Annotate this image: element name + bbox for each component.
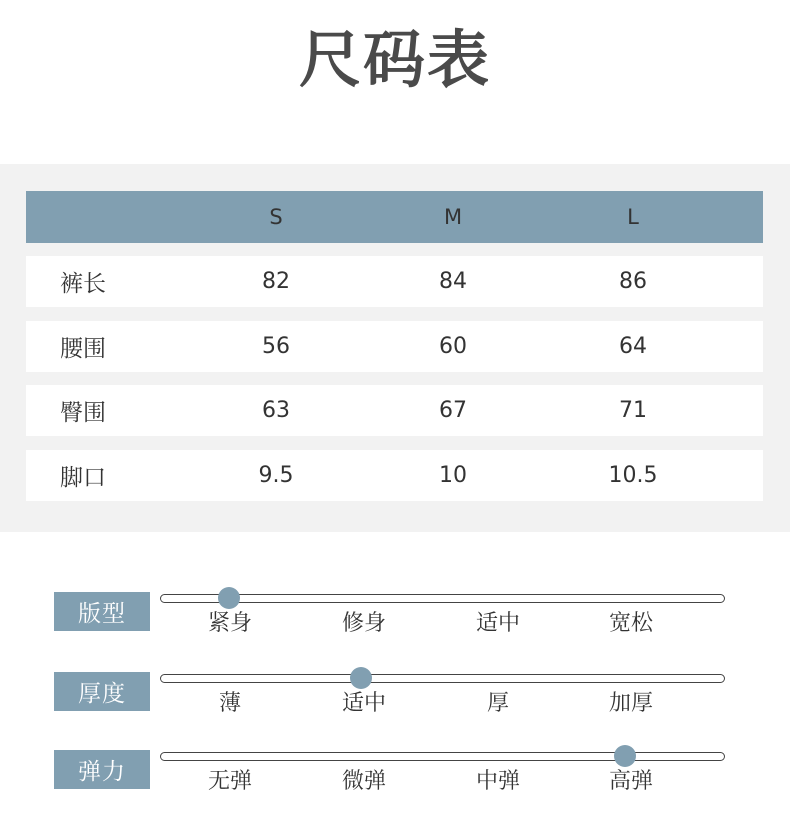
cell-m: 10 xyxy=(439,463,467,488)
row-label: 脚口 xyxy=(60,465,106,491)
table-row xyxy=(26,385,763,436)
page-title: 尺码表 xyxy=(298,23,491,96)
scale-option: 适中 xyxy=(475,611,520,636)
table-row xyxy=(26,256,763,307)
cell-m: 67 xyxy=(439,398,467,423)
scale-option: 适中 xyxy=(341,691,386,716)
scale-option: 中弹 xyxy=(475,769,520,794)
attribute-scale-track xyxy=(160,752,725,761)
cell-l: 86 xyxy=(619,269,647,294)
table-row xyxy=(26,321,763,372)
row-label: 腰围 xyxy=(60,336,106,362)
attribute-elasticity xyxy=(0,750,790,810)
scale-option: 紧身 xyxy=(207,611,252,636)
table-row xyxy=(26,450,763,501)
scale-option: 微弹 xyxy=(341,769,386,794)
scale-option: 宽松 xyxy=(608,611,653,636)
attribute-label: 弹力 xyxy=(54,750,150,789)
row-label: 裤长 xyxy=(60,271,106,297)
attribute-scale-track xyxy=(160,674,725,683)
row-label: 臀围 xyxy=(60,400,106,426)
header-cell-label xyxy=(60,191,180,243)
scale-option: 修身 xyxy=(341,611,386,636)
attribute-scale-track xyxy=(160,594,725,603)
scale-option: 薄 xyxy=(218,691,241,716)
attribute-thickness xyxy=(0,672,790,732)
attribute-label: 版型 xyxy=(54,592,150,631)
cell-s: 82 xyxy=(262,269,290,294)
header-cell-s: S xyxy=(269,205,283,229)
cell-m: 84 xyxy=(439,269,467,294)
header-cell-m: M xyxy=(443,205,463,229)
cell-s: 56 xyxy=(262,334,290,359)
cell-l: 64 xyxy=(619,334,647,359)
cell-s: 9.5 xyxy=(258,463,294,488)
header-cell-l: L xyxy=(627,205,639,229)
scale-option: 厚 xyxy=(486,691,509,716)
cell-s: 63 xyxy=(262,398,290,423)
scale-option: 高弹 xyxy=(608,769,653,794)
cell-m: 60 xyxy=(439,334,467,359)
table-header-row xyxy=(26,191,763,243)
cell-l: 10.5 xyxy=(608,463,658,488)
cell-l: 71 xyxy=(619,398,647,423)
size-table xyxy=(0,164,790,532)
attribute-label: 厚度 xyxy=(54,672,150,711)
scale-option: 加厚 xyxy=(608,691,653,716)
scale-option: 无弹 xyxy=(207,769,252,794)
attribute-fit xyxy=(0,592,790,652)
